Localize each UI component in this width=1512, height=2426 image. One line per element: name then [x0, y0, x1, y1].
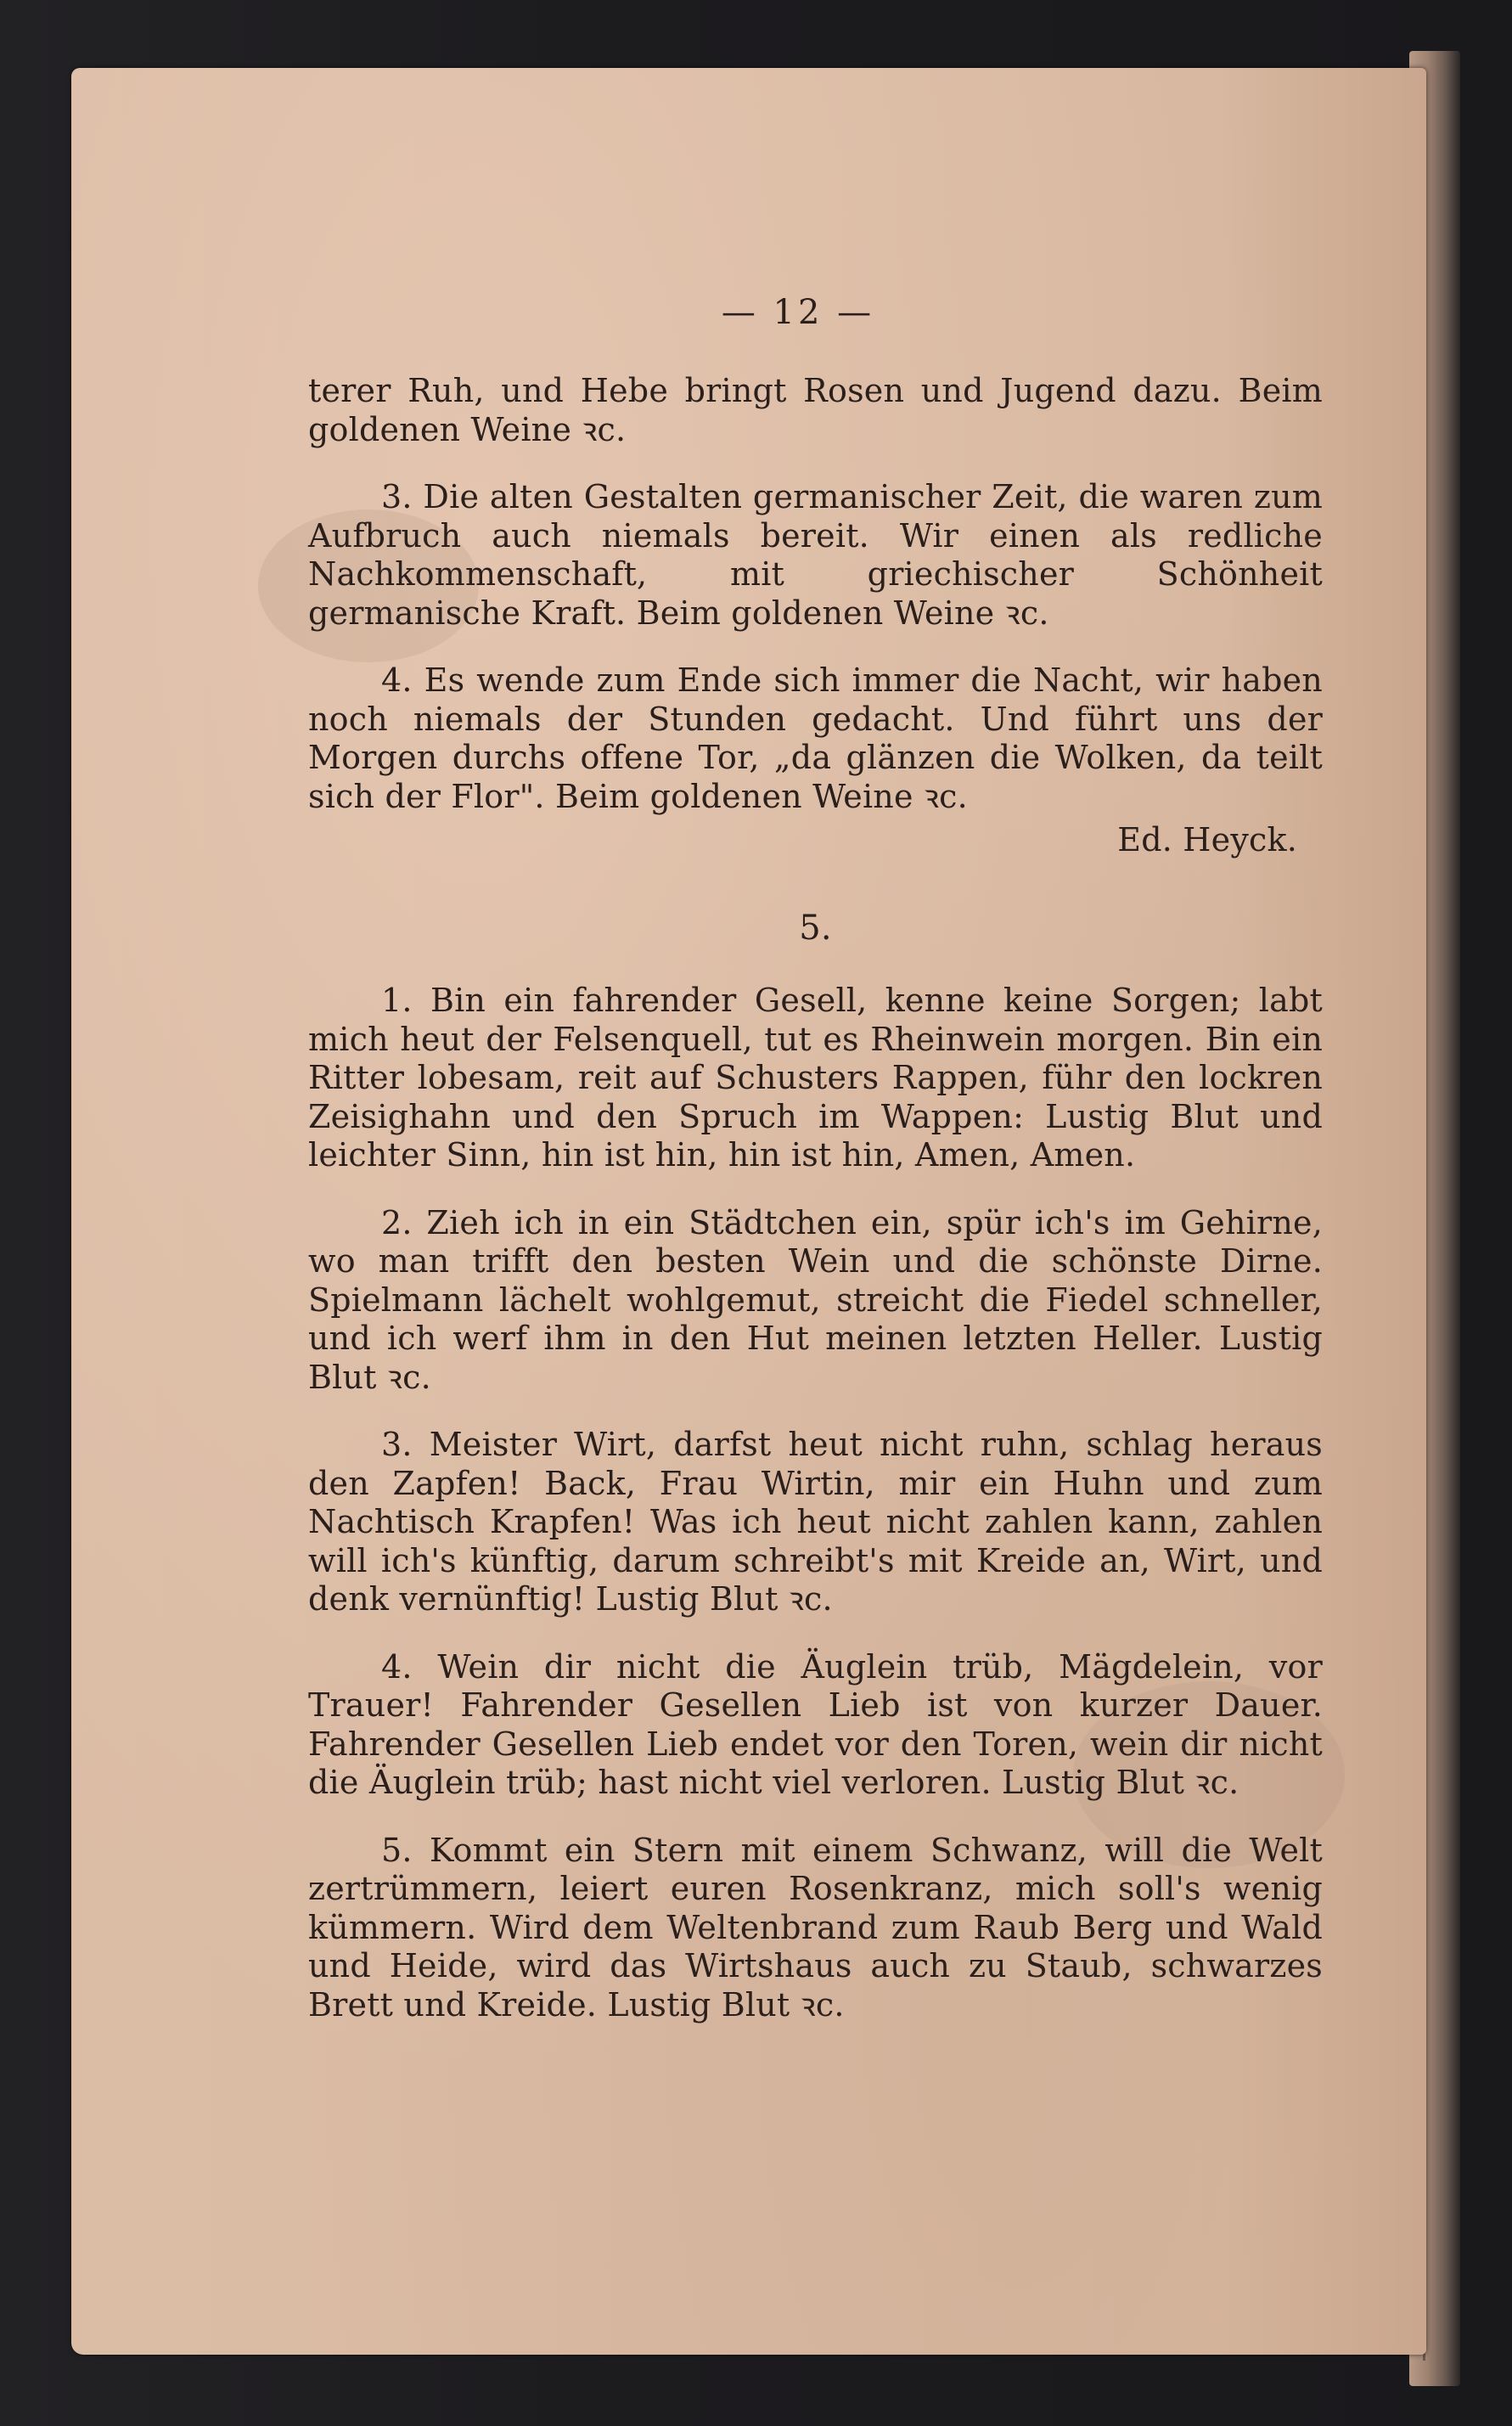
verse-stanza: 1. Bin ein fahrender Gesell, kenne keine Sorgen; labt mich heut der Felsenquell, tut es Rheinwein morgen. Bin ein Ritter lobesam, reit auf Schusters Rappen, führ den lockren Zeisighahn und den Spruch im Wappen: Lustig Blut und leichter Sinn, hin ist hin, hin ist hin, Amen, Amen.: [308, 982, 1323, 1174]
page-number: — 12 —: [721, 293, 875, 332]
stanza-gap: [308, 633, 1323, 661]
stanza-gap: [308, 1397, 1323, 1426]
section-gap: [308, 860, 1323, 909]
stanza-gap: [308, 1175, 1323, 1204]
verse-stanza: 3. Meister Wirt, darfst heut nicht ruhn, schlag heraus den Zapfen! Back, Frau Wirtin, mir ein Huhn und zum Nachtisch Krapfen! Was ich heut nicht zahlen kann, zahlen will ich's künftig, darum schreibt's mit Kreide an, Wirt, und denk vernünftig! Lustig Blut ꝛc.: [308, 1426, 1323, 1618]
page-text: [308, 372, 1323, 2024]
verse-stanza: 2. Zieh ich in ein Städtchen ein, spür ich's im Gehirne, wo man trifft den besten Wein und die schönste Dirne. Spielmann lächelt wohlgemut, streicht die Fiedel schneller, und ich werf ihm in den Hut meinen letzten Heller. Lustig Blut ꝛc.: [308, 1203, 1323, 1396]
verse-stanza: 5. Kommt ein Stern mit einem Schwanz, will die Welt zertrümmern, leiert euren Rosenkranz, mich soll's wenig kümmern. Wird dem Weltenbrand zum Raub Berg und Wald und Heide, wird das Wirtshaus auch zu Staub, schwarzes Brett und Kreide. Lustig Blut ꝛc.: [308, 1831, 1323, 2024]
author-signature: Ed. Heyck.: [1117, 821, 1297, 858]
verse-stanza: 4. Wein dir nicht die Äuglein trüb, Mägdelein, vor Trauer! Fahrender Gesellen Lieb ist von kurzer Dauer. Fahrender Gesellen Lieb endet vor den Toren, wein dir nicht die Äuglein trüb; hast nicht viel verloren. Lustig Blut ꝛc.: [308, 1647, 1323, 1801]
stanza-gap: [308, 1803, 1323, 1832]
verse-stanza: 3. Die alten Gestalten germanischer Zeit, die waren zum Aufbruch auch niemals bereit. Wir einen als redliche Nachkommenschaft, mit griechischer Schönheit germanische Kraft. Beim goldenen Weine ꝛc.: [308, 478, 1323, 632]
verse-stanza: 4. Es wende zum Ende sich immer die Nacht, wir haben noch niemals der Stunden gedacht. Und führt uns der Morgen durchs offene Tor, „da glänzen die Wolken, da teilt sich der Flor". Beim goldenen Weine ꝛc.: [308, 661, 1323, 815]
stanza-gap: [308, 1619, 1323, 1648]
verse-continuation: terer Ruh, und Hebe bringt Rosen und Jugend dazu. Beim goldenen Weine ꝛc.: [308, 372, 1323, 448]
song-number: 5.: [799, 908, 832, 948]
stanza-gap: [308, 449, 1323, 478]
section-gap: [308, 948, 1323, 982]
